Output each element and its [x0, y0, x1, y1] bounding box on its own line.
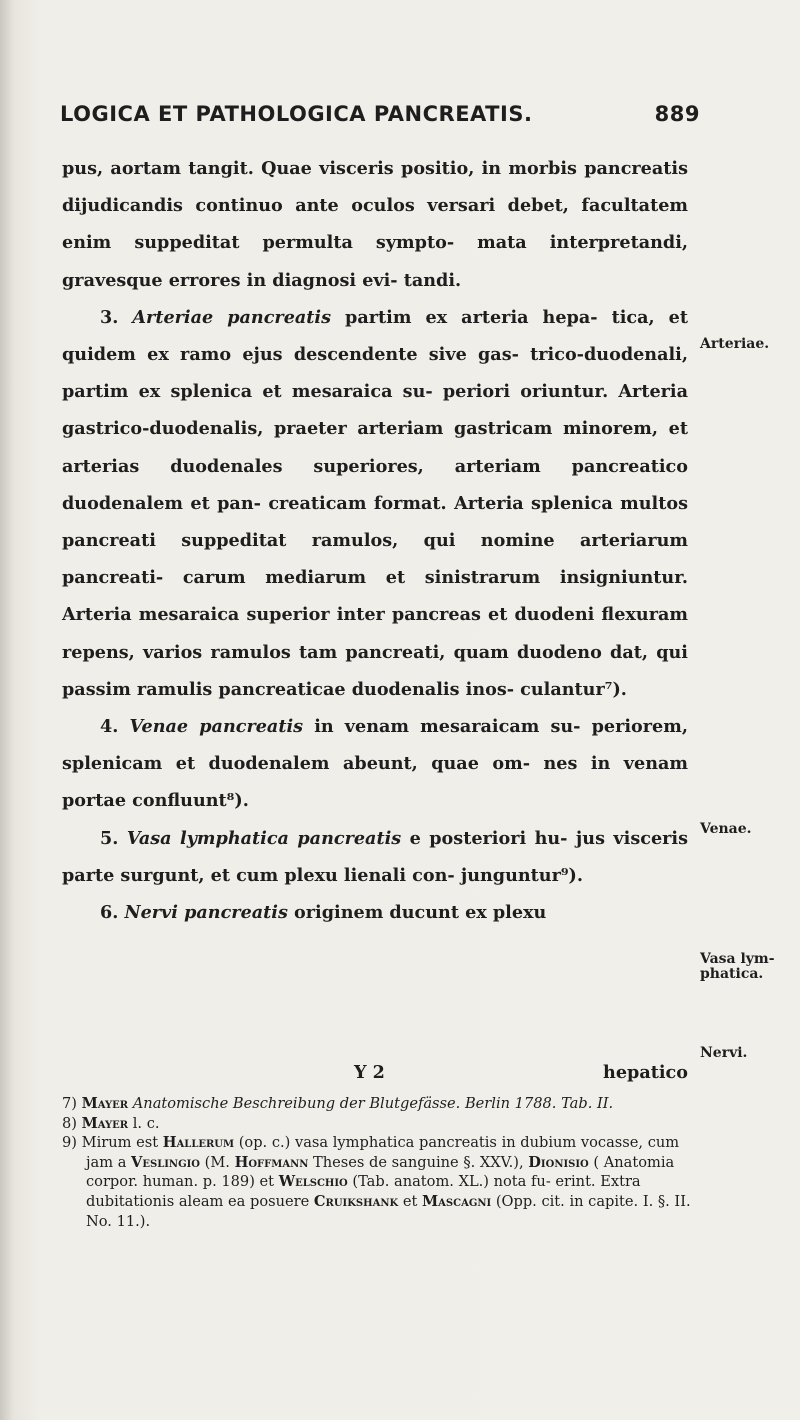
margin-note-venae: Venae.	[700, 821, 752, 837]
section-number: 4.	[100, 716, 119, 738]
signature-mark: Y 2	[354, 1062, 385, 1083]
footnote-author: Cruikshank	[313, 1192, 399, 1210]
footnote-author: Hallerum	[162, 1134, 235, 1152]
footnote-author: Dionisio	[528, 1153, 589, 1171]
section-text: in venam mesaraicam su- periorem, splenicam et duodenalem abeunt, quae om- nes in venam portae confluunt⁸).	[62, 716, 688, 812]
footnote-author: Hoffmann	[234, 1153, 309, 1171]
footnote-author: Mayer	[81, 1095, 129, 1112]
footnotes	[62, 1094, 696, 1231]
section-title: Nervi pancreatis	[124, 902, 288, 924]
margin-note-vasa: Vasa lym- phatica.	[700, 951, 775, 982]
body-text	[62, 150, 688, 931]
footnote-author: Veslingio	[131, 1153, 200, 1171]
running-head	[60, 102, 700, 126]
section-text: partim ex arteria hepa- tica, et quidem ex ramo ejus descendente sive gas- trico-duodenali, partim ex splenica et mesaraica su- periori oriuntur. Arteria gastrico-duodenalis, praeter arteriam gastricam minorem, et arterias duodenales superiores, arteriam pancreatico duodenalem et pan- creaticam format. Arteria splenica multos pancreati suppeditat ramulos, qui nomine arteriarum pancreati- carum mediarum et sinistrarum insigniuntur. Arteria mesaraica superior inter pancreas et duodeni flexuram repens, varios ramulos tam pancreati, quam duodeno dat, qui passim ramulis pancreaticae duodenalis inos- culantur⁷).	[62, 306, 688, 700]
section-title: Arteriae pancreatis	[132, 306, 332, 328]
footnote-number: 7)	[62, 1095, 77, 1112]
footnote-8	[62, 1114, 696, 1134]
footnote-text: Mirum est	[81, 1134, 159, 1152]
footnote-7	[62, 1094, 696, 1114]
paragraph-vasa	[62, 820, 688, 894]
section-text: originem ducunt ex plexu	[294, 902, 547, 924]
section-number: 3.	[100, 306, 119, 328]
footnote-text: (M.	[204, 1153, 230, 1171]
footnote-9	[62, 1133, 696, 1231]
footnote-title: Anatomische Beschreibung der Blutgefässe. Berlin 1788. Tab. II.	[132, 1095, 614, 1112]
section-text: e posteriori hu- jus visceris parte surgunt, et cum plexu lienali con- junguntur⁹).	[62, 827, 688, 886]
paragraph-arteriae	[62, 299, 688, 708]
footnote-number: 9)	[62, 1134, 77, 1152]
footnote-text: (Opp. cit. in capite. I. §. II. No. 11.).	[86, 1192, 691, 1230]
footnote-author: Mascagni	[421, 1192, 492, 1210]
section-number: 6.	[100, 902, 119, 924]
paragraph-venae	[62, 708, 688, 820]
page-number: 889	[654, 102, 700, 126]
catchline	[62, 1062, 688, 1092]
running-head-title: LOGICA ET PATHOLOGICA PANCREATIS.	[60, 102, 533, 126]
footnote-text: ( Anatomia corpor. human. p. 189) et	[86, 1153, 675, 1191]
footnote-author: Welschio	[278, 1173, 348, 1191]
footnote-text: l. c.	[132, 1114, 160, 1132]
margin-note-nervi: Nervi.	[700, 1045, 748, 1061]
section-number: 5.	[100, 827, 119, 849]
footnote-text: Theses de sanguine §. XXV.),	[313, 1153, 524, 1171]
footnote-text: et	[402, 1192, 418, 1210]
margin-note-arteriae: Arteriae.	[700, 336, 770, 352]
footnote-author: Mayer	[81, 1114, 129, 1132]
paragraph-positio: pus, aortam tangit. Quae visceris positio, in morbis pancreatis dijudicandis continuo ante oculos versari debet, facultatem enim suppeditat permulta sympto- mata interpretandi, gravesque errores in diagnosi evi- tandi.	[62, 158, 688, 291]
paragraph-nervi	[62, 894, 688, 931]
catchword: hepatico	[603, 1062, 688, 1083]
footnote-text: (Tab. anatom. XL.) nota fu- erint. Extra dubitationis aleam ea posuere	[86, 1173, 641, 1210]
footnote-number: 8)	[62, 1114, 77, 1132]
footnote-text: (op. c.) vasa lymphatica pancreatis in dubium vocasse, cum jam a	[86, 1134, 680, 1171]
section-title: Venae pancreatis	[129, 716, 304, 738]
section-title: Vasa lymphatica pancreatis	[126, 827, 402, 849]
